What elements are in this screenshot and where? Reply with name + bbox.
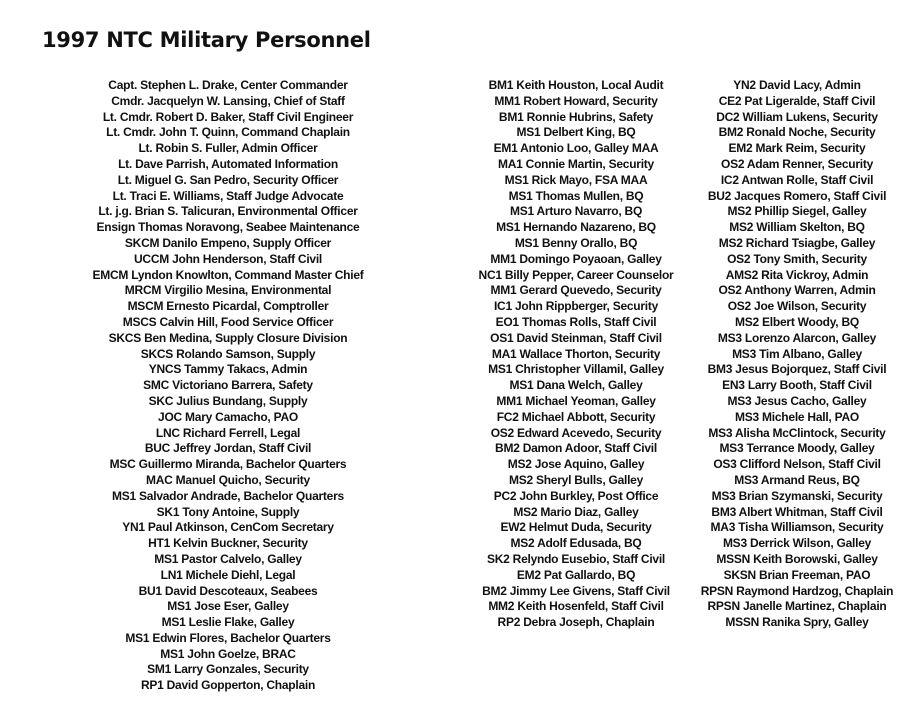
personnel-entry: Lt. Cmdr. Robert D. Baker, Staff Civil Engineer [102,109,354,124]
personnel-entry: MSCM Ernesto Picardal, Comptroller [127,299,329,314]
personnel-entry: MS3 Michele Hall, PAO [735,409,859,424]
personnel-entry: MS3 Derrick Wilson, Galley [722,536,872,551]
personnel-entry: MS1 Rick Mayo, FSA MAA [504,172,648,187]
personnel-entry: Lt. Robin S. Fuller, Admin Officer [138,141,318,156]
personnel-entry: LNC Richard Ferrell, Legal [155,425,301,440]
personnel-entry: MS1 Delbert King, BQ [516,125,636,140]
personnel-entry: MSC Guillermo Miranda, Bachelor Quarters [109,457,347,472]
personnel-entry: PC2 John Burkley, Post Office [493,488,659,503]
personnel-entry: MA1 Connie Martin, Security [498,156,654,171]
personnel-entry: MSSN Ranika Spry, Galley [725,615,869,630]
personnel-entry: HT1 Kelvin Buckner, Security [148,536,308,551]
personnel-entry: EO1 Thomas Rolls, Staff Civil [495,314,657,329]
personnel-entry: CE2 Pat Ligeralde, Staff Civil [718,93,876,108]
personnel-entry: MS3 Terrance Moody, Galley [719,441,875,456]
personnel-entry: MS1 Leslie Flake, Galley [161,615,295,630]
personnel-entry: MS1 Thomas Mullen, BQ [508,188,644,203]
personnel-entry: MS1 Arturo Navarro, BQ [509,204,643,219]
personnel-entry: MS1 Benny Orallo, BQ [514,235,638,250]
personnel-entry: MS2 Richard Tsiagbe, Galley [718,235,876,250]
personnel-entry: MS3 Lorenzo Alarcon, Galley [717,330,877,345]
personnel-column-2 [456,78,696,631]
personnel-entry: EW2 Helmut Duda, Security [500,520,652,535]
personnel-entry: MA3 Tisha Williamson, Security [710,520,884,535]
personnel-entry: OS2 Adam Renner, Security [720,156,874,171]
personnel-entry: MS3 Jesus Cacho, Galley [727,393,867,408]
personnel-entry: BU2 Jacques Romero, Staff Civil [707,188,887,203]
personnel-entry: Capt. Stephen L. Drake, Center Commander [108,78,348,92]
personnel-entry: DC2 William Lukens, Security [716,109,878,124]
personnel-entry: Lt. Dave Parrish, Automated Information [118,156,338,171]
personnel-entry: MM1 Gerard Quevedo, Security [490,283,662,298]
personnel-entry: SMC Victoriano Barrera, Safety [143,378,313,393]
personnel-entry: SKCM Danilo Empeno, Supply Officer [124,235,332,250]
personnel-entry: Cmdr. Jacquelyn W. Lansing, Chief of Staff [111,93,345,108]
personnel-entry: MS3 Armand Reus, BQ [734,472,860,487]
personnel-entry: BM1 Ronnie Hubrins, Safety [498,109,654,124]
personnel-entry: BUC Jeffrey Jordan, Staff Civil [144,441,312,456]
personnel-entry: MS2 Elbert Woody, BQ [735,314,859,329]
personnel-entry: MS2 Jose Aquino, Galley [507,457,645,472]
personnel-entry: RPSN Raymond Hardzog, Chaplain [700,583,894,598]
personnel-entry: NC1 Billy Pepper, Career Counselor [478,267,674,282]
personnel-entry: BM2 Ronald Noche, Security [718,125,876,140]
personnel-entry: MS1 John Goelze, BRAC [160,646,296,661]
personnel-entry: BM3 Jesus Bojorquez, Staff Civil [707,362,887,377]
personnel-entry: OS2 Joe Wilson, Security [727,299,867,314]
personnel-entry: SM1 Larry Gonzales, Security [147,662,309,677]
personnel-entry: Lt. Miguel G. San Pedro, Security Officer [117,172,339,187]
personnel-entry: MS1 Edwin Flores, Bachelor Quarters [125,630,331,645]
personnel-entry: MRCM Virgilio Mesina, Environmental [124,283,332,298]
personnel-entry: MS2 Adolf Edusada, BQ [510,536,642,551]
personnel-entry: MSSN Keith Borowski, Galley [716,551,878,566]
personnel-entry: OS2 Anthony Warren, Admin [718,283,876,298]
personnel-entry: RPSN Janelle Martinez, Chaplain [707,599,887,614]
personnel-column-3 [684,78,910,631]
personnel-entry: MSCS Calvin Hill, Food Service Officer [122,314,334,329]
personnel-entry: YN2 David Lacy, Admin [733,78,861,92]
personnel-entry: MM1 Domingo Poyaoan, Galley [490,251,662,266]
personnel-entry: SK1 Tony Antoine, Supply [156,504,300,519]
personnel-entry: EM2 Mark Reim, Security [728,141,866,156]
personnel-entry: MAC Manuel Quicho, Security [146,472,310,487]
personnel-entry: IC2 Antwan Rolle, Staff Civil [720,172,874,187]
personnel-entry: OS3 Clifford Nelson, Staff Civil [713,457,881,472]
personnel-entry: MA1 Wallace Thorton, Security [491,346,661,361]
personnel-entry: OS1 David Steinman, Staff Civil [490,330,662,345]
personnel-entry: MS1 Salvador Andrade, Bachelor Quarters [112,488,344,503]
personnel-entry: MS1 Hernando Nazareno, BQ [496,220,656,235]
personnel-entry: EM1 Antonio Loo, Galley MAA [493,141,659,156]
personnel-entry: MS3 Alisha McClintock, Security [708,425,886,440]
personnel-entry: YNCS Tammy Takacs, Admin [148,362,308,377]
personnel-entry: MS1 Pastor Calvelo, Galley [154,551,302,566]
personnel-entry: OS2 Tony Smith, Security [727,251,867,266]
personnel-entry: MM1 Michael Yeoman, Galley [496,393,656,408]
personnel-entry: MS2 Phillip Siegel, Galley [727,204,867,219]
personnel-entry: BM2 Jimmy Lee Givens, Staff Civil [482,583,670,598]
personnel-entry: BM2 Damon Adoor, Staff Civil [495,441,657,456]
personnel-entry: EMCM Lyndon Knowlton, Command Master Chief [92,267,364,282]
personnel-entry: Lt. Traci E. Williams, Staff Judge Advocate [112,188,344,203]
personnel-entry: MS1 Jose Eser, Galley [167,599,289,614]
personnel-entry: MS2 Sheryl Bulls, Galley [508,472,644,487]
personnel-entry: JOC Mary Camacho, PAO [158,409,298,424]
personnel-entry: SK2 Relyndo Eusebio, Staff Civil [486,551,666,566]
personnel-entry: MS3 Tim Albano, Galley [732,346,862,361]
personnel-entry: SKC Julius Bundang, Supply [148,393,308,408]
personnel-entry: Ensign Thomas Noravong, Seabee Maintenance [96,220,360,235]
personnel-entry: MM2 Keith Hosenfeld, Staff Civil [488,599,664,614]
personnel-entry: YN1 Paul Atkinson, CenCom Secretary [122,520,334,535]
personnel-entry: RP1 David Gopperton, Chaplain [140,678,316,693]
personnel-entry: FC2 Michael Abbott, Security [496,409,656,424]
personnel-entry: EM2 Pat Gallardo, BQ [516,567,636,582]
personnel-entry: MS3 Brian Szymanski, Security [711,488,883,503]
personnel-entry: EN3 Larry Booth, Staff Civil [722,378,872,393]
personnel-entry: BM3 Albert Whitman, Staff Civil [711,504,883,519]
personnel-entry: SKSN Brian Freeman, PAO [723,567,871,582]
personnel-entry: OS2 Edward Acevedo, Security [490,425,662,440]
personnel-entry: UCCM John Henderson, Staff Civil [133,251,322,266]
personnel-entry: MS2 Mario Diaz, Galley [513,504,639,519]
personnel-entry: IC1 John Rippberger, Security [493,299,659,314]
personnel-entry: SKCS Ben Medina, Supply Closure Division [108,330,348,345]
personnel-column-1 [28,78,428,694]
personnel-entry: MS1 Dana Welch, Galley [509,378,643,393]
personnel-entry: LN1 Michele Diehl, Legal [160,567,296,582]
page-title: 1997 NTC Military Personnel [42,28,371,52]
personnel-entry: MS1 Christopher Villamil, Galley [488,362,664,377]
personnel-entry: SKCS Rolando Samson, Supply [140,346,316,361]
personnel-entry: MM1 Robert Howard, Security [494,93,658,108]
personnel-entry: BM1 Keith Houston, Local Audit [488,78,664,92]
personnel-entry: BU1 David Descoteaux, Seabees [138,583,318,598]
personnel-entry: MS2 William Skelton, BQ [729,220,865,235]
personnel-entry: Lt. Cmdr. John T. Quinn, Command Chaplain [106,125,350,140]
personnel-entry: AMS2 Rita Vickroy, Admin [725,267,869,282]
personnel-entry: Lt. j.g. Brian S. Talicuran, Environmental Officer [98,204,358,219]
personnel-entry: RP2 Debra Joseph, Chaplain [497,615,655,630]
